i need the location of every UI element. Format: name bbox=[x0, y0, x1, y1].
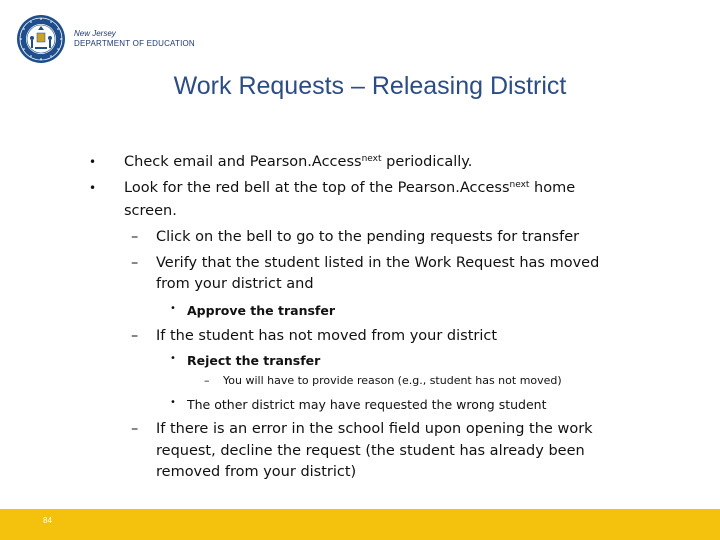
bullet-marker: • bbox=[170, 353, 176, 364]
dash-marker: – bbox=[131, 328, 139, 344]
sub-school-error: If there is an error in the school field upon opening the work bbox=[156, 421, 593, 437]
sub-school-error-cont1: request, decline the request (the student has already been bbox=[156, 443, 585, 459]
bullet-red-bell bbox=[124, 180, 575, 196]
bullet-check-email-tail: periodically. bbox=[381, 154, 473, 170]
sub-not-moved: If the student has not moved from your district bbox=[156, 328, 498, 344]
bullet-check-email bbox=[124, 154, 472, 170]
bullet-check-email-text: Check email and Pearson.Access bbox=[124, 154, 362, 170]
slide-title: Work Requests – Releasing District bbox=[173, 72, 567, 100]
sub-wrong-student: The other district may have requested the wrong student bbox=[187, 397, 547, 412]
sub-click-bell: Click on the bell to go to the pending requests for transfer bbox=[156, 229, 580, 245]
sub-verify-student: Verify that the student listed in the Work Request has moved bbox=[156, 255, 600, 271]
sub-provide-reason: You will have to provide reason (e.g., student has not moved) bbox=[223, 374, 562, 387]
bullet-red-bell-text: Look for the red bell at the top of the Pearson.Access bbox=[124, 180, 510, 196]
next-superscript: next bbox=[509, 180, 530, 190]
bullet-marker: • bbox=[89, 155, 97, 169]
page-number: 84 bbox=[43, 516, 52, 525]
sub-approve-transfer: Approve the transfer bbox=[187, 303, 335, 318]
bullet-red-bell-tail: home bbox=[529, 180, 576, 196]
sub-verify-student-cont: from your district and bbox=[156, 276, 314, 292]
next-superscript: next bbox=[361, 154, 382, 164]
dash-marker: – bbox=[204, 374, 210, 387]
bullet-marker: • bbox=[170, 303, 176, 314]
bullet-marker: • bbox=[89, 181, 97, 195]
state-name: New Jersey bbox=[74, 29, 116, 38]
dash-marker: – bbox=[131, 421, 139, 437]
footer-bar bbox=[0, 509, 720, 540]
dash-marker: – bbox=[131, 255, 139, 271]
dash-marker: – bbox=[131, 229, 139, 245]
department-name: DEPARTMENT OF EDUCATION bbox=[74, 39, 195, 48]
bullet-red-bell-cont: screen. bbox=[124, 203, 177, 219]
sub-school-error-cont2: removed from your district) bbox=[156, 464, 357, 480]
bullet-marker: • bbox=[170, 397, 176, 408]
sub-reject-transfer: Reject the transfer bbox=[187, 353, 321, 368]
